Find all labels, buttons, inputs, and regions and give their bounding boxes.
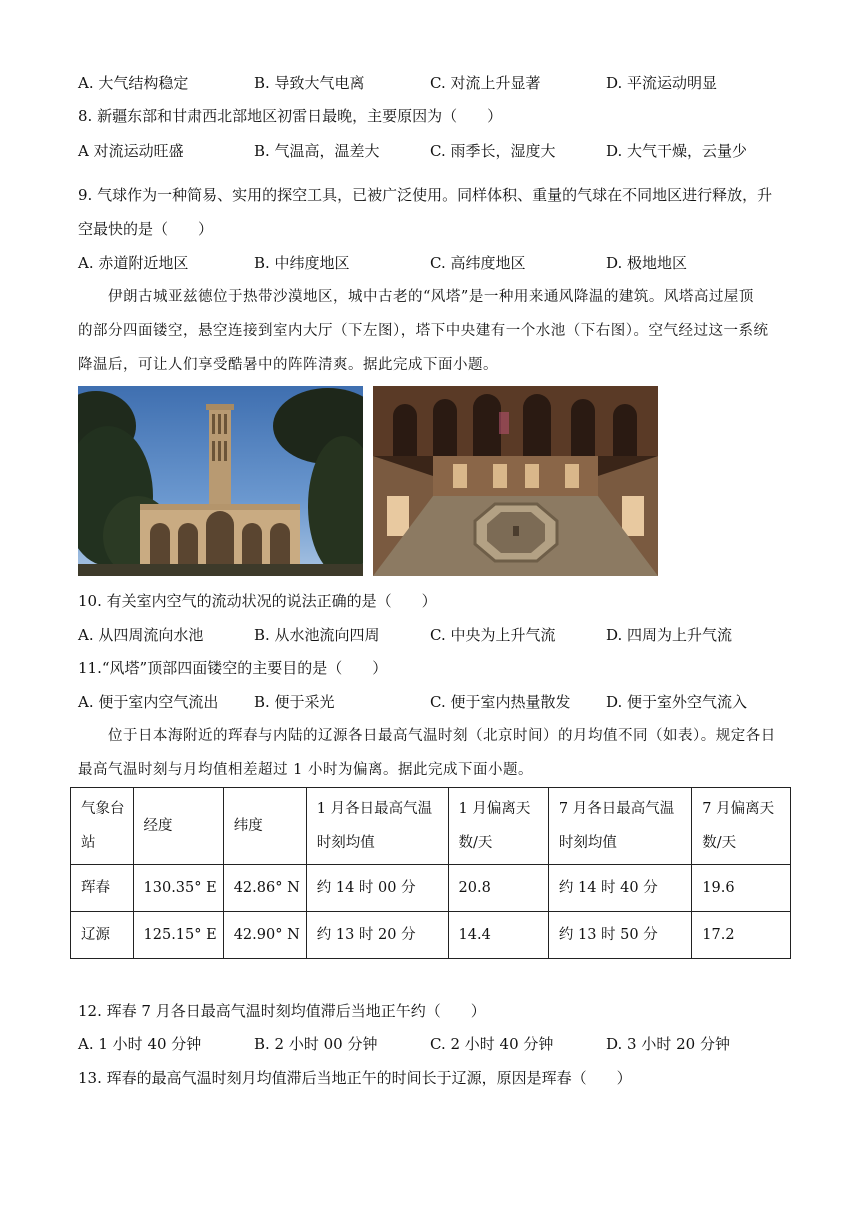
table-row [71, 912, 791, 959]
q10-option-a: A. 从四周流向水池 [78, 626, 204, 644]
q8-option-d: D. 大气干燥，云量少 [606, 142, 748, 160]
temperature-table [70, 787, 791, 959]
table-cell: 约 14 时 00 分 [306, 865, 448, 912]
passage1-line1: 伊朗古城亚兹德位于热带沙漠地区，城中古老的“风塔”是一种用来通风降温的建筑。风塔高过屋顶 [108, 289, 754, 305]
q9-stem-line2: 空最快的是（ ） [78, 220, 214, 238]
wind-tower-interior-photo [373, 386, 658, 576]
q10-stem: 10. 有关室内空气的流动状况的说法正确的是（ ） [78, 592, 437, 610]
passage2-line1: 位于日本海附近的珲春与内陆的辽源各日最高气温时刻（北京时间）的月均值不同（如表）。规定各日 [108, 728, 776, 744]
table-header-row [71, 788, 791, 865]
q9-option-d: D. 极地地区 [606, 254, 688, 272]
passage1-line3: 降温后，可让人们享受酷暑中的阵阵清爽。据此完成下面小题。 [78, 357, 498, 373]
q12-option-a: A. 1 小时 40 分钟 [78, 1035, 202, 1053]
table-row [71, 865, 791, 912]
table-cell: 约 13 时 50 分 [548, 912, 691, 959]
table-cell: 17.2 [692, 912, 791, 959]
table-header-cell: 1 月各日最高气温 时刻均值 [306, 788, 448, 865]
q10-option-b: B. 从水池流向四周 [254, 626, 380, 644]
q12-option-d: D. 3 小时 20 分钟 [606, 1035, 730, 1053]
passage2-line2: 最高气温时刻与月均值相差超过 1 小时为偏离。据此完成下面小题。 [78, 762, 533, 778]
table-cell: 42.90° N [223, 912, 306, 959]
q12-option-b: B. 2 小时 00 分钟 [254, 1035, 378, 1053]
table-header-cell: 7 月偏离天 数/天 [692, 788, 791, 865]
table-header-cell: 7 月各日最高气温 时刻均值 [548, 788, 691, 865]
q7-option-b: B. 导致大气电离 [254, 74, 365, 92]
table-cell: 辽源 [71, 912, 134, 959]
table-header-cell: 纬度 [223, 788, 306, 865]
table-header-cell: 气象台 站 [71, 788, 134, 865]
q11-stem: 11.“风塔”顶部四面镂空的主要目的是（ ） [78, 659, 388, 677]
q12-stem: 12. 珲春 7 月各日最高气温时刻均值滞后当地正午约（ ） [78, 1002, 486, 1020]
q11-option-b: B. 便于采光 [254, 693, 335, 711]
q8-option-c: C. 雨季长，湿度大 [430, 142, 556, 160]
table-cell: 约 14 时 40 分 [548, 865, 691, 912]
table-cell: 19.6 [692, 865, 791, 912]
q8-stem: 8. 新疆东部和甘肃西北部地区初雷日最晚，主要原因为（ ） [78, 107, 503, 125]
q10-option-d: D. 四周为上升气流 [606, 626, 733, 644]
q12-option-c: C. 2 小时 40 分钟 [430, 1035, 554, 1053]
q7-option-d: D. 平流运动明显 [606, 74, 718, 92]
q11-option-c: C. 便于室内热量散发 [430, 693, 571, 711]
q11-option-a: A. 便于室内空气流出 [78, 693, 219, 711]
table-header-cell: 经度 [133, 788, 223, 865]
q7-option-c: C. 对流上升显著 [430, 74, 541, 92]
table-cell: 42.86° N [223, 865, 306, 912]
q7-option-a: A. 大气结构稳定 [78, 74, 189, 92]
q9-option-a: A. 赤道附近地区 [78, 254, 189, 272]
q8-option-b: B. 气温高，温差大 [254, 142, 380, 160]
q9-stem-line1: 9. 气球作为一种简易、实用的探空工具，已被广泛使用。同样体积、重量的气球在不同地区进行释放，升 [78, 186, 773, 204]
q9-option-c: C. 高纬度地区 [430, 254, 526, 272]
table-header-cell: 1 月偏离天 数/天 [448, 788, 548, 865]
table-cell: 125.15° E [133, 912, 223, 959]
q13-stem: 13. 珲春的最高气温时刻月均值滞后当地正午的时间长于辽源，原因是珲春（ ） [78, 1069, 632, 1087]
table-cell: 约 13 时 20 分 [306, 912, 448, 959]
passage1-line2: 的部分四面镂空，悬空连接到室内大厅（下左图），塔下中央建有一个水池（下右图）。空气经过这一系统 [78, 323, 769, 339]
q11-option-d: D. 便于室外空气流入 [606, 693, 748, 711]
wind-tower-exterior-photo [78, 386, 363, 576]
q10-option-c: C. 中央为上升气流 [430, 626, 556, 644]
table-cell: 14.4 [448, 912, 548, 959]
table-cell: 130.35° E [133, 865, 223, 912]
q9-option-b: B. 中纬度地区 [254, 254, 350, 272]
table-cell: 珲春 [71, 865, 134, 912]
q8-option-a: A 对流运动旺盛 [78, 142, 184, 160]
table-cell: 20.8 [448, 865, 548, 912]
